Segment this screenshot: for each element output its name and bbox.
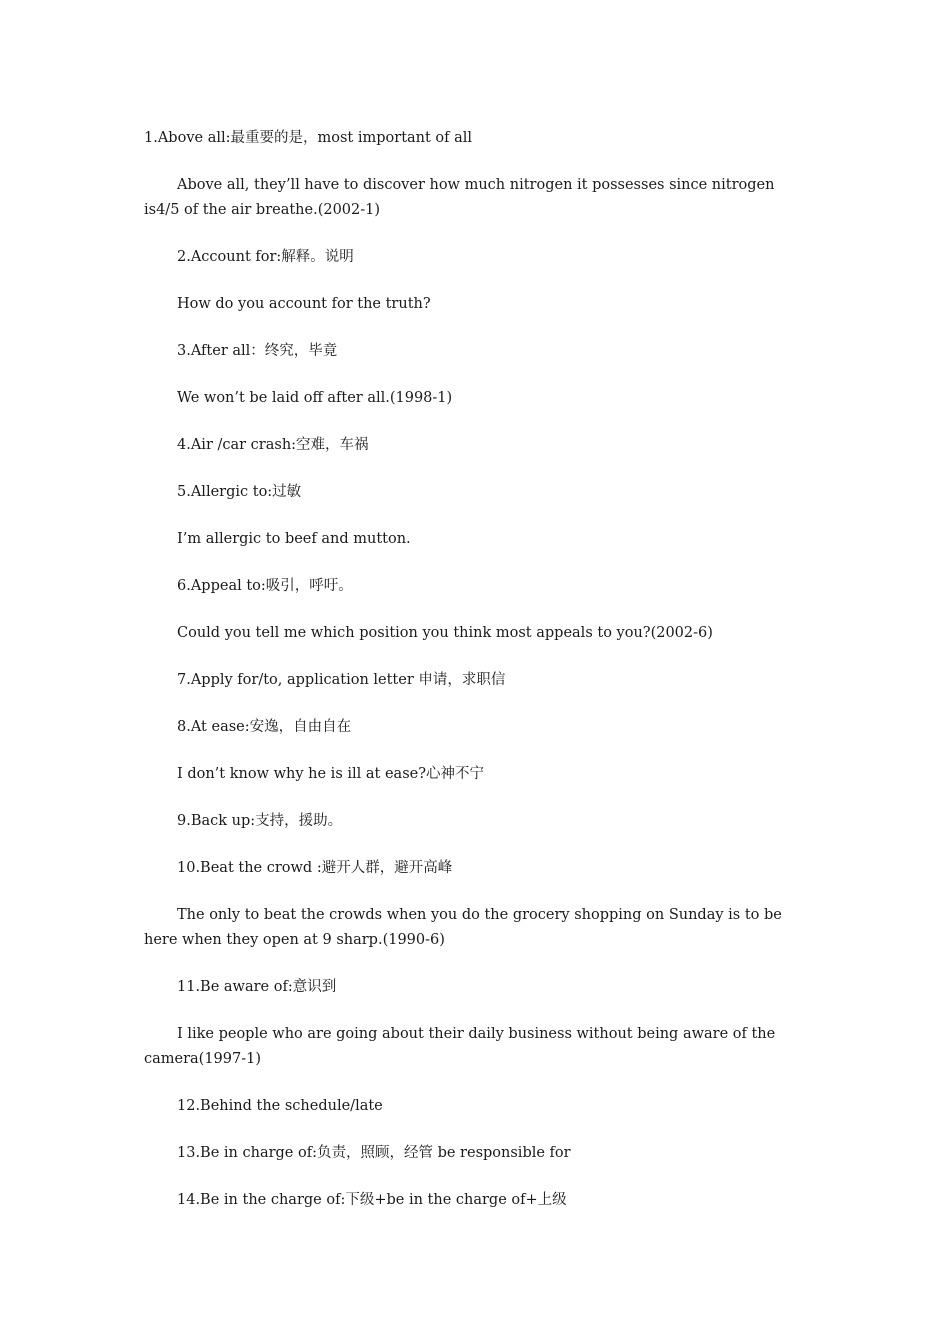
paragraph-phrase-10: 10.Beat the crowd :避开人群，避开高峰 — [177, 860, 453, 876]
paragraph-example-5: I’m allergic to beef and mutton. — [177, 531, 411, 547]
paragraph-phrase-12: 12.Behind the schedule/late — [177, 1098, 383, 1114]
paragraph-phrase-11: 11.Be aware of:意识到 — [177, 979, 337, 995]
paragraph-phrase-6: 6.Appeal to:吸引，呼吁。 — [177, 578, 353, 594]
paragraph-example-11: I like people who are going about their daily business without being aware of the camera(1997-1) — [144, 1026, 780, 1067]
paragraph-phrase-8: 8.At ease:安逸，自由自在 — [177, 719, 352, 735]
paragraph-phrase-1: 1.Above all:最重要的是，most important of all — [144, 130, 473, 146]
paragraph-phrase-4: 4.Air /car crash:空难，车祸 — [177, 437, 369, 453]
document-body — [144, 126, 806, 1235]
paragraph-example-3: We won’t be laid off after all.(1998-1) — [177, 390, 453, 406]
paragraph-phrase-3: 3.After all：终究，毕竟 — [177, 343, 338, 359]
paragraph-phrase-9: 9.Back up:支持，援助。 — [177, 813, 343, 829]
paragraph-example-10: The only to beat the crowds when you do the grocery shopping on Sunday is to be here when they open at 9 sharp.(1990-6) — [144, 907, 787, 948]
paragraph-example-6: Could you tell me which position you think most appeals to you?(2002-6) — [177, 625, 713, 641]
paragraph-example-8: I don’t know why he is ill at ease?心神不宁 — [177, 766, 484, 782]
paragraph-example-2: How do you account for the truth? — [177, 296, 431, 312]
paragraph-phrase-7: 7.Apply for/to, application letter 申请，求职信 — [177, 672, 506, 688]
paragraph-phrase-2: 2.Account for:解释。说明 — [177, 249, 354, 265]
paragraph-phrase-14: 14.Be in the charge of:下级+be in the charge of+上级 — [177, 1192, 567, 1208]
paragraph-phrase-13: 13.Be in charge of:负责，照顾，经管 be responsible for — [177, 1145, 571, 1161]
paragraph-phrase-5: 5.Allergic to:过敏 — [177, 484, 302, 500]
paragraph-example-1: Above all, they’ll have to discover how much nitrogen it possesses since nitrogen is4/5 of the air breathe.(2002-1) — [144, 177, 780, 218]
